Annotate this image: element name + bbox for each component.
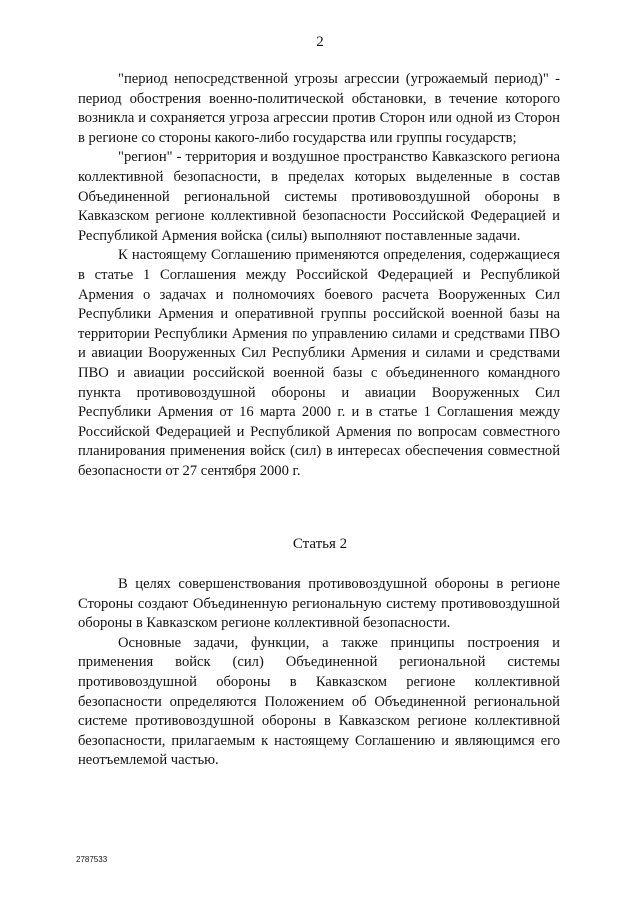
paragraph-region-definition: "регион" - территория и воздушное пространство Кавказского региона коллективной безопасности, в пределах которых выделенные в состав Объединенной региональной системы противовоздушной обороны в Кавказском регионе коллективной безопасности Российской Федерацией и Республикой Армения войска (силы) выполняют поставленные задачи.: [78, 149, 560, 244]
paragraph-tasks-and-principles: Основные задачи, функции, а также принципы построения и применения войск (сил) Объединенной региональной системы противовоздушной обороны в Кавказском регионе коллективной безопасности определяются Положением об Объединенной региональной системе противовоздушной обороны в Кавказском регионе коллективной безопасности, прилагаемым к настоящему Соглашению и являющимся его неотъемлемой частью.: [78, 634, 560, 769]
paragraph-system-creation: В целях совершенствования противовоздушной обороны в регионе Стороны создают Объединенную региональную систему противовоздушной обороны в Кавказском регионе коллективной безопасности.: [78, 576, 560, 632]
article-2-block: [78, 575, 560, 771]
page-number: 2: [316, 34, 324, 50]
paragraph-threat-period-definition: "период непосредственной угрозы агрессии (угрожаемый период)" - период обострения военно-политической обстановки, в течение которого возникла и сохраняется угроза агрессии против Сторон или одной из Сторон в регионе со стороны какого-либо государства или группы государств;: [78, 71, 560, 146]
definitions-block: [78, 70, 560, 481]
paragraph-applied-definitions: К настоящему Соглашению применяются определения, содержащиеся в статье 1 Соглашения между Российской Федерацией и Республикой Армения о задачах и полномочиях боевого расчета Вооруженных Сил Республики Армения и оперативной группы российской военной базы на территории Республики Армения по управлению силами и средствами ПВО и авиации Вооруженных Сил Республики Армения и силами и средствами ПВО и авиации российской военной базы с объединенного командного пункта противовоздушной обороны и авиации Вооруженных Сил Республики Армения от 16 марта 2000 г. и в статье 1 Соглашения между Российской Федерацией и Республикой Армения по вопросам совместного планирования применения войск (сил) в интересах обеспечения совместной безопасности от 27 сентября 2000 г.: [78, 247, 560, 479]
document-code: 2787533: [76, 855, 108, 864]
section-heading: Статья 2: [292, 536, 348, 552]
